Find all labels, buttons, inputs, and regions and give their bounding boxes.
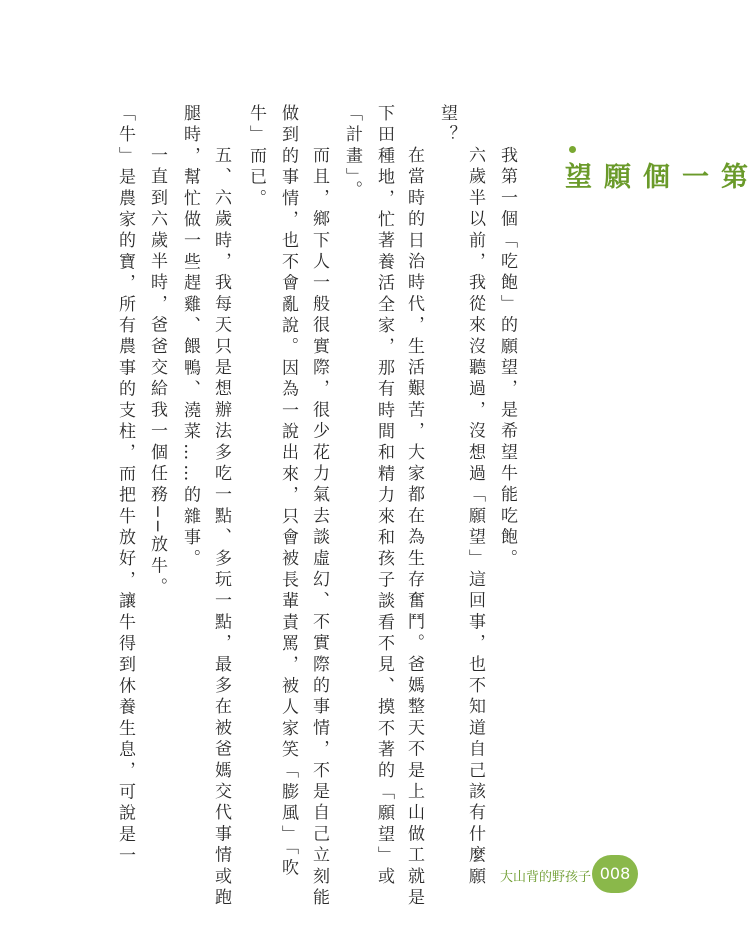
text-column: 望？ bbox=[437, 104, 457, 147]
text-column: 「計畫」。 bbox=[342, 104, 362, 202]
bullet-dot-icon bbox=[569, 146, 576, 153]
page-number-badge: 008 bbox=[592, 855, 638, 893]
text-column: 做到的事情，也不會亂說。因為一說出來，只會被長輩責罵，被人家笑「膨風」「吹 bbox=[278, 104, 298, 880]
text-column: 五、六歲時，我每天只是想辦法多吃一點、多玩一點，最多在被爸媽交代事情或跑 bbox=[211, 146, 231, 910]
text-column: 「牛」是農家的寶，所有農事的支柱，而把牛放好，讓牛得到休養生息，可說是一 bbox=[115, 104, 135, 868]
text-column: 腿時，幫忙做一些趕雞、餵鴨、澆菜……的雜事。 bbox=[180, 104, 200, 571]
text-column: 六歲半以前，我從來沒聽過，沒想過「願望」這回事，也不知道自己該有什麼願 bbox=[465, 146, 485, 888]
text-column: 牛」而已。 bbox=[246, 104, 266, 210]
text-column: 而且，鄉下人一般很實際，很少花力氣去談虛幻、不實際的事情，不是自己立刻能 bbox=[309, 146, 329, 910]
text-column: 在當時的日治時代，生活艱苦，大家都在為生存奮鬥。爸媽整天不是上山做工就是 bbox=[404, 146, 424, 910]
text-column: 一直到六歲半時，爸爸交給我一個任務──放牛。 bbox=[147, 146, 167, 599]
text-column: 我第一個「吃飽」的願望，是希望牛能吃飽。 bbox=[497, 146, 517, 570]
chapter-title: 第一個願望 bbox=[560, 162, 747, 192]
text-column: 下田種地，忙著養活全家，那有時間和精力來和孩子談看不見、摸不著的「願望」或 bbox=[374, 104, 394, 889]
book-title: 大山背的野孩子 bbox=[500, 870, 592, 885]
